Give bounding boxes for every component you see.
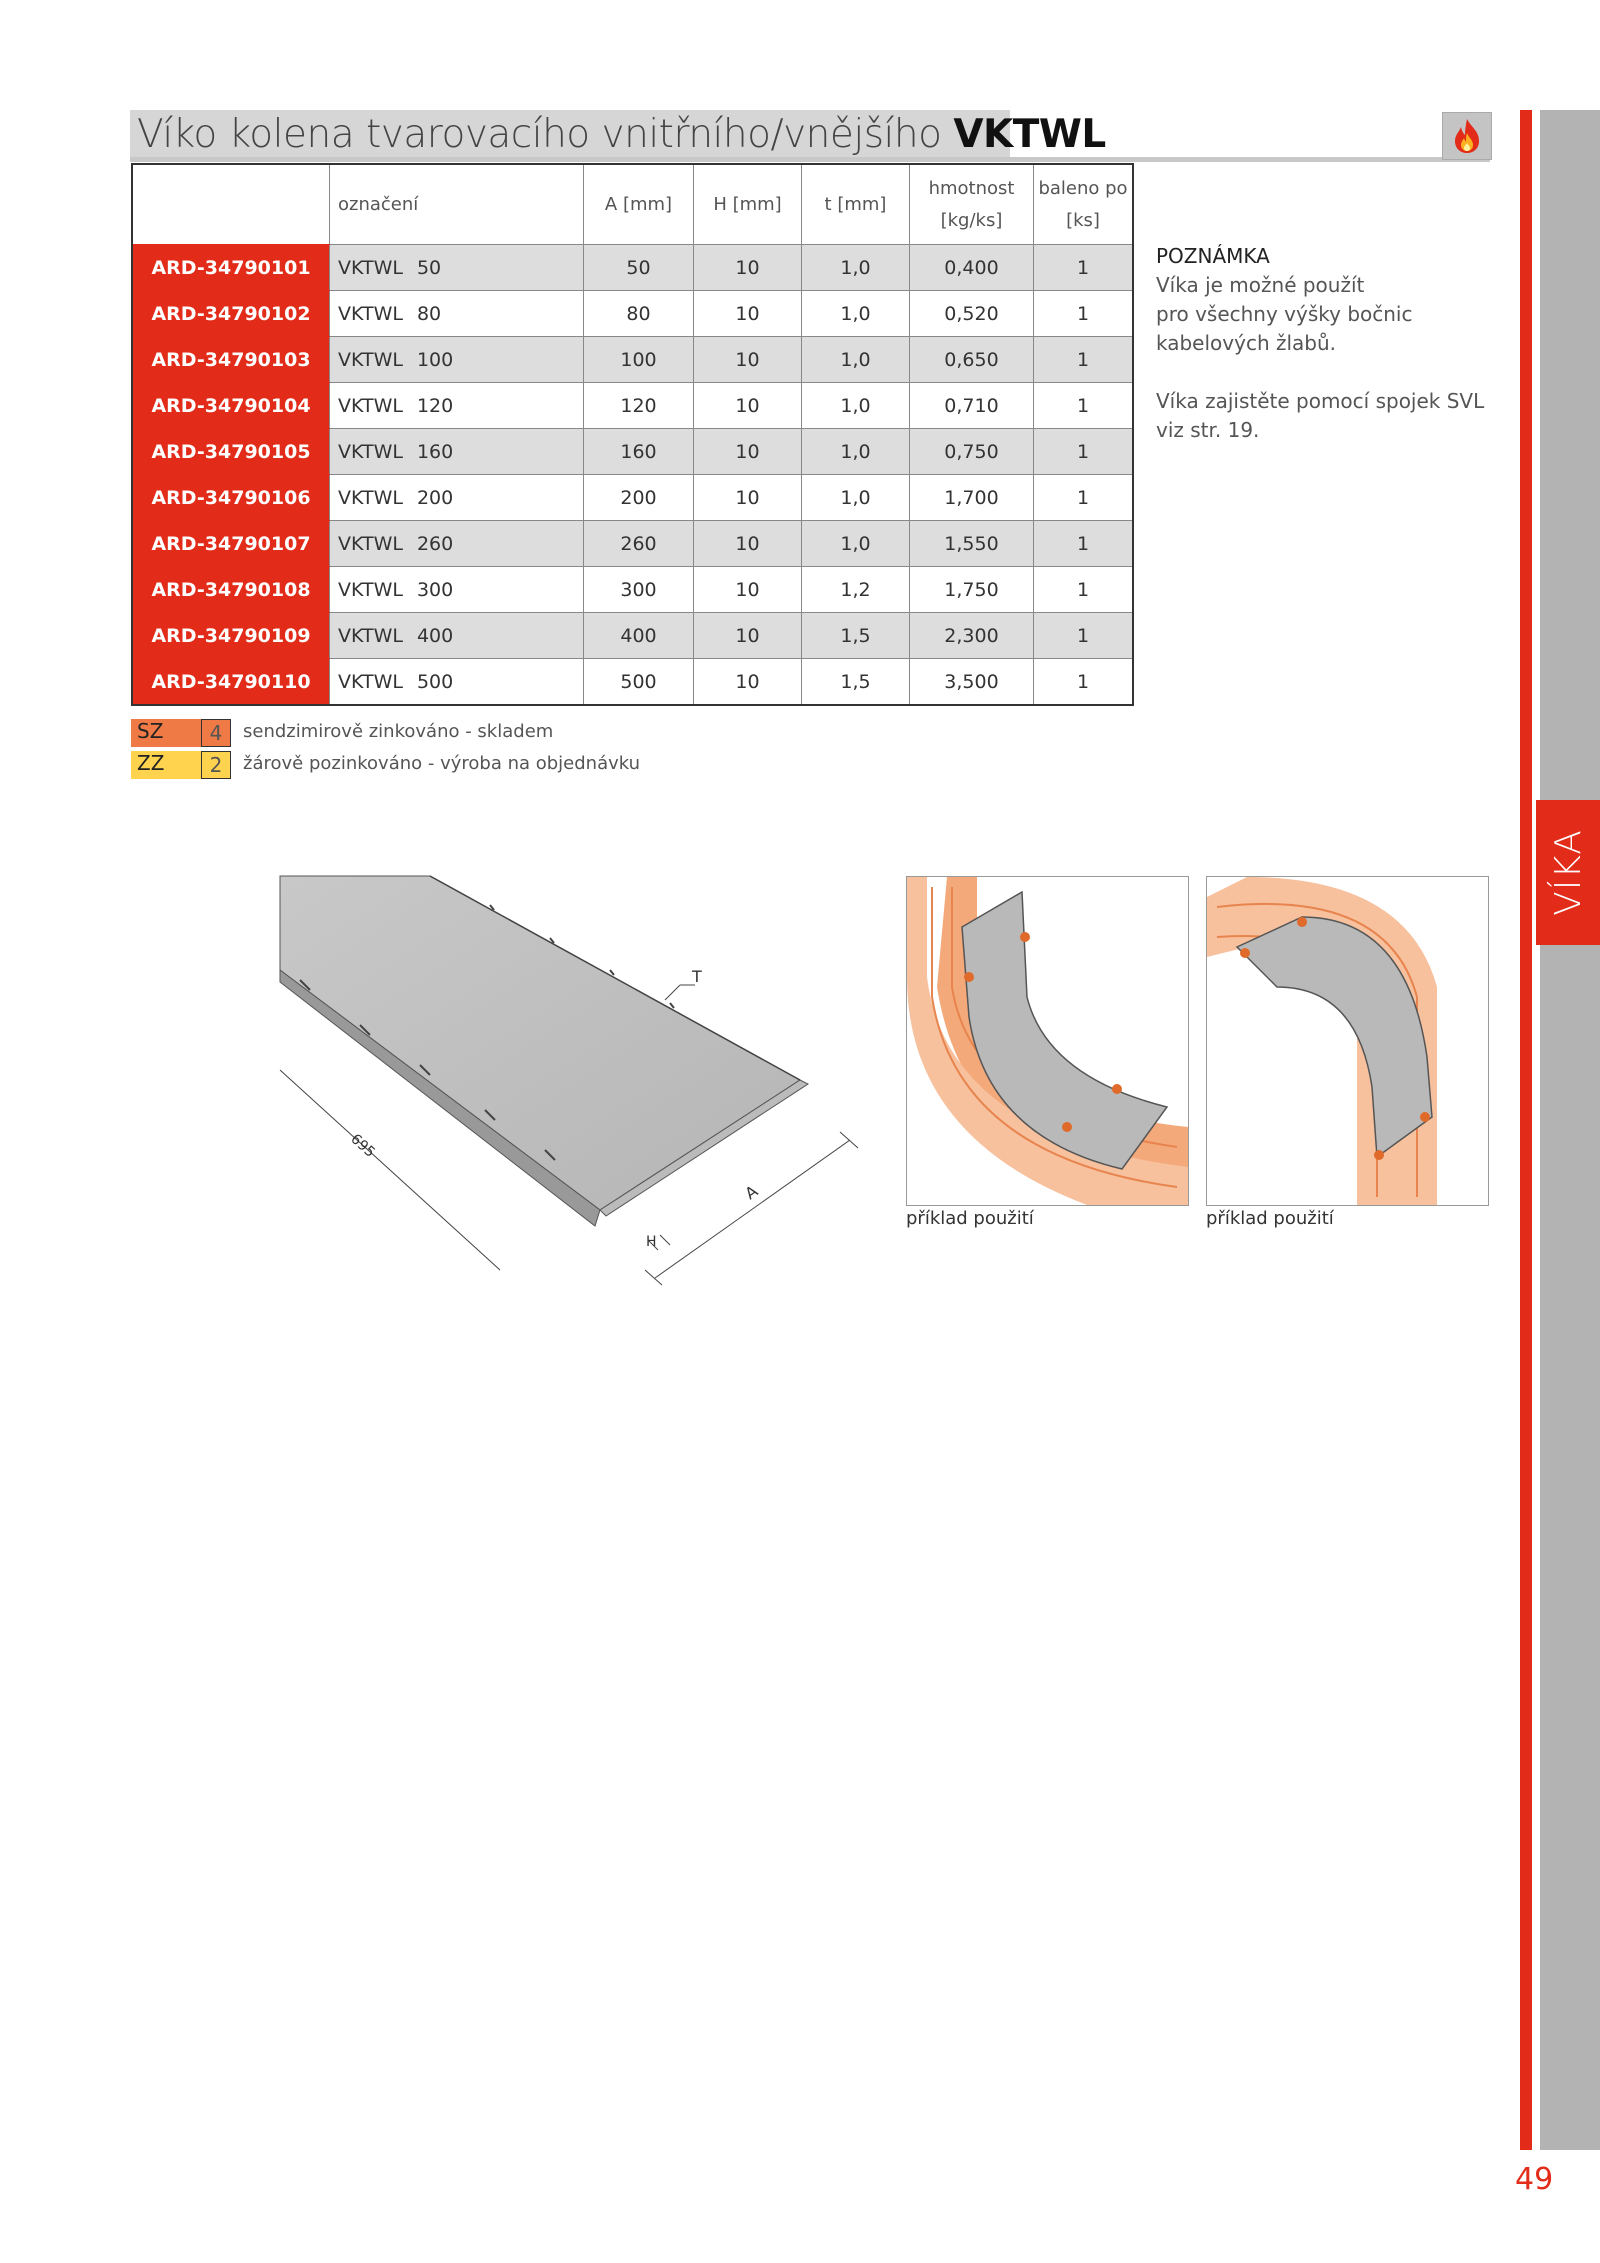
- product-table: [131, 163, 1134, 706]
- fire-icon: [1442, 112, 1492, 160]
- label-name: VKTWL: [338, 302, 403, 325]
- cell-code: ARD-34790103: [132, 337, 330, 383]
- cell-a: 80: [584, 291, 694, 337]
- usage-photo-1: [906, 876, 1189, 1206]
- table-row: [132, 291, 1133, 337]
- header-a: A [mm]: [584, 164, 694, 245]
- table-row: [132, 475, 1133, 521]
- cell-pack: 1: [1034, 291, 1134, 337]
- cell-h: 10: [694, 567, 802, 613]
- table-row: [132, 429, 1133, 475]
- cell-label: [330, 475, 584, 521]
- cell-a: 300: [584, 567, 694, 613]
- label-size: 260: [416, 532, 454, 555]
- cell-a: 500: [584, 659, 694, 706]
- cell-a: 260: [584, 521, 694, 567]
- cell-h: 10: [694, 245, 802, 291]
- cell-t: 1,5: [802, 613, 910, 659]
- side-accent-line: [1520, 110, 1532, 2150]
- cell-code: ARD-34790108: [132, 567, 330, 613]
- section-tab[interactable]: VÍKA: [1536, 800, 1600, 945]
- cell-h: 10: [694, 383, 802, 429]
- cell-t: 1,0: [802, 475, 910, 521]
- cell-code: ARD-34790104: [132, 383, 330, 429]
- cell-h: 10: [694, 291, 802, 337]
- label-size: 300: [416, 578, 454, 601]
- legend-code: SZ: [131, 719, 201, 747]
- cell-t: 1,0: [802, 337, 910, 383]
- cell-pack: 1: [1034, 475, 1134, 521]
- cell-a: 100: [584, 337, 694, 383]
- cell-h: 10: [694, 475, 802, 521]
- note-line: Víka je možné použít: [1156, 273, 1365, 297]
- photo-caption-2: příklad použití: [1206, 1208, 1334, 1229]
- page-number: 49: [1515, 2162, 1554, 2197]
- cell-a: 200: [584, 475, 694, 521]
- side-margin-bar: [1540, 110, 1600, 2150]
- title-underline: [130, 157, 1490, 162]
- cell-weight: 0,650: [910, 337, 1034, 383]
- cell-code: ARD-34790107: [132, 521, 330, 567]
- label-name: VKTWL: [338, 348, 403, 371]
- cell-pack: 1: [1034, 245, 1134, 291]
- usage-photo-2: [1206, 876, 1489, 1206]
- cell-code: ARD-34790105: [132, 429, 330, 475]
- label-size: 50: [416, 256, 442, 279]
- cell-label: [330, 659, 584, 706]
- label-size: 100: [416, 348, 454, 371]
- cell-t: 1,0: [802, 429, 910, 475]
- label-name: VKTWL: [338, 532, 403, 555]
- header-t: t [mm]: [802, 164, 910, 245]
- cell-pack: 1: [1034, 659, 1134, 706]
- cell-weight: 3,500: [910, 659, 1034, 706]
- cell-code: ARD-34790106: [132, 475, 330, 521]
- cell-code: ARD-34790101: [132, 245, 330, 291]
- table-row: [132, 613, 1133, 659]
- cell-weight: 2,300: [910, 613, 1034, 659]
- note-line: pro všechny výšky bočnic: [1156, 302, 1413, 326]
- table-row: [132, 659, 1133, 706]
- table-row: [132, 567, 1133, 613]
- header-h: H [mm]: [694, 164, 802, 245]
- label-name: VKTWL: [338, 486, 403, 509]
- page-title: Víko kolena tvarovacího vnitřního/vnějšího VKTWL: [137, 112, 1106, 157]
- cell-label: [330, 383, 584, 429]
- cell-h: 10: [694, 429, 802, 475]
- cell-pack: 1: [1034, 567, 1134, 613]
- label-size: 500: [416, 670, 454, 693]
- cell-a: 160: [584, 429, 694, 475]
- header-pack: baleno po [ks]: [1034, 164, 1134, 245]
- cell-label: [330, 245, 584, 291]
- label-size: 80: [416, 302, 442, 325]
- label-size: 160: [416, 440, 454, 463]
- cell-a: 50: [584, 245, 694, 291]
- note-line: viz str. 19.: [1156, 418, 1260, 442]
- drawing-label-a: A: [741, 1181, 762, 1204]
- cell-pack: 1: [1034, 429, 1134, 475]
- cell-t: 1,5: [802, 659, 910, 706]
- label-size: 200: [416, 486, 454, 509]
- label-name: VKTWL: [338, 256, 403, 279]
- table-row: [132, 245, 1133, 291]
- note-line: Víka zajistěte pomocí spojek SVL: [1156, 389, 1485, 413]
- label-size: 400: [416, 624, 454, 647]
- header-label: označení: [330, 164, 584, 245]
- cell-a: 400: [584, 613, 694, 659]
- cell-weight: 0,400: [910, 245, 1034, 291]
- table-row: [132, 521, 1133, 567]
- label-name: VKTWL: [338, 578, 403, 601]
- legend-num: 2: [201, 751, 231, 779]
- note-line: kabelových žlabů.: [1156, 331, 1337, 355]
- label-name: VKTWL: [338, 440, 403, 463]
- cell-code: ARD-34790110: [132, 659, 330, 706]
- cell-h: 10: [694, 613, 802, 659]
- legend-code: ZZ: [131, 751, 201, 779]
- cell-pack: 1: [1034, 521, 1134, 567]
- table-row: [132, 383, 1133, 429]
- drawing-label-t: T: [692, 967, 702, 986]
- label-name: VKTWL: [338, 624, 403, 647]
- cell-weight: 1,550: [910, 521, 1034, 567]
- cell-pack: 1: [1034, 337, 1134, 383]
- header-weight: hmotnost [kg/ks]: [910, 164, 1034, 245]
- table-row: [132, 337, 1133, 383]
- legend-text: sendzimirově zinkováno - skladem: [243, 721, 554, 742]
- table-header-row: [132, 164, 1133, 245]
- cell-weight: 1,700: [910, 475, 1034, 521]
- cell-t: 1,0: [802, 291, 910, 337]
- cell-t: 1,0: [802, 383, 910, 429]
- cell-code: ARD-34790109: [132, 613, 330, 659]
- cell-label: [330, 337, 584, 383]
- note-spacer: [1156, 358, 1484, 387]
- note-title: POZNÁMKA: [1156, 244, 1270, 268]
- cell-label: [330, 613, 584, 659]
- cell-t: 1,0: [802, 245, 910, 291]
- cell-h: 10: [694, 659, 802, 706]
- cell-weight: 1,750: [910, 567, 1034, 613]
- legend-text: žárově pozinkováno - výroba na objednávku: [243, 753, 641, 774]
- technical-drawing: [270, 870, 870, 1290]
- cell-pack: 1: [1034, 613, 1134, 659]
- header-code: objednací kód: [132, 164, 330, 245]
- drawing-label-length: 695: [347, 1131, 378, 1161]
- label-size: 120: [416, 394, 454, 417]
- cell-label: [330, 291, 584, 337]
- cell-weight: 0,520: [910, 291, 1034, 337]
- label-name: VKTWL: [338, 670, 403, 693]
- cell-a: 120: [584, 383, 694, 429]
- cell-label: [330, 567, 584, 613]
- photo-caption-1: příklad použití: [906, 1208, 1034, 1229]
- label-name: VKTWL: [338, 394, 403, 417]
- cell-code: ARD-34790102: [132, 291, 330, 337]
- drawing-label-h: H: [646, 1234, 657, 1250]
- cell-t: 1,2: [802, 567, 910, 613]
- cell-label: [330, 429, 584, 475]
- cell-weight: 0,710: [910, 383, 1034, 429]
- cell-h: 10: [694, 337, 802, 383]
- cell-h: 10: [694, 521, 802, 567]
- legend-num: 4: [201, 719, 231, 747]
- cell-weight: 0,750: [910, 429, 1034, 475]
- cell-t: 1,0: [802, 521, 910, 567]
- cell-label: [330, 521, 584, 567]
- cell-pack: 1: [1034, 383, 1134, 429]
- note: [1156, 242, 1484, 445]
